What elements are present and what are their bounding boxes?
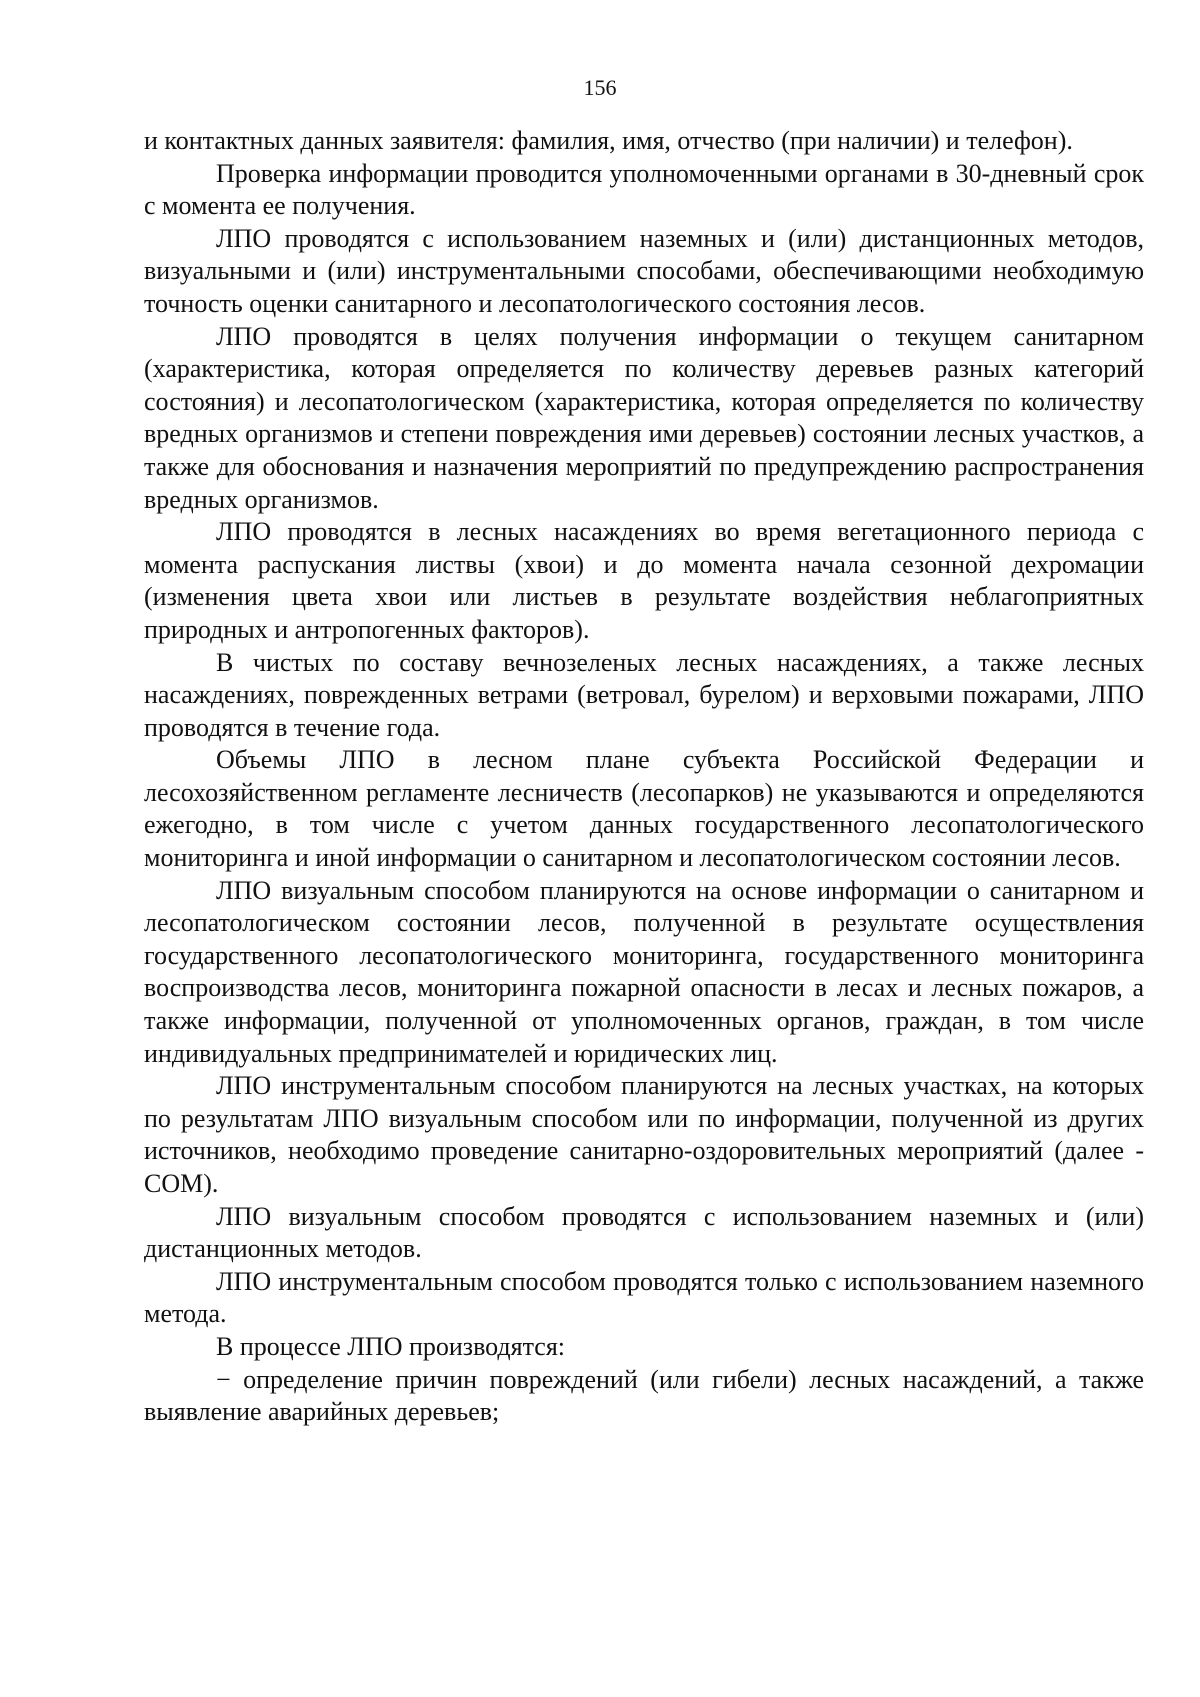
paragraph: ЛПО проводятся с использованием наземных и (или) дистанционных методов, визуальными и (или) инструментальными способами, обеспечивающими необходимую точность оценки санитарного и лесопатологического состояния лесов. [144,223,1144,318]
paragraph: ЛПО визуальным способом планируются на основе информации о санитарном и лесопатологическом состоянии лесов, полученной в результате осуществления государственного лесопатологического мониторинга, государственного мониторинга воспроизводства лесов, мониторинга пожарной опасности в лесах и лесных пожаров, а также информации, полученной от уполномоченных органов, граждан, в том числе индивидуальных предпринимателей и юридических лиц. [144,875,1144,1068]
paragraph: ЛПО инструментальным способом проводятся только с использованием наземного метода. [144,1266,1144,1329]
paragraph: ЛПО инструментальным способом планируются на лесных участках, на которых по результатам ЛПО визуальным способом или по информации, полученной из других источников, необходимо проведение санитарно-оздоровительных мероприятий (далее - СОМ). [144,1071,1144,1198]
paragraph: и контактных данных заявителя: фамилия, имя, отчество (при наличии) и телефон). [144,126,1073,155]
paragraph: ЛПО проводятся в лесных насаждениях во время вегетационного периода с момента распускания листвы (хвои) и до момента начала сезонной дехромации (изменения цвета хвои или листьев в результате воздействия неблагоприятных природных и антропогенных факторов). [144,517,1144,644]
paragraph: Проверка информации проводится уполномоченными органами в 30-дневный срок с момента ее получения. [144,158,1144,221]
paragraph: ЛПО визуальным способом проводятся с использованием наземных и (или) дистанционных методов. [144,1201,1144,1264]
paragraph: В процессе ЛПО производятся: [216,1331,566,1361]
paragraph: В чистых по составу вечнозеленых лесных насаждениях, а также лесных насаждениях, поврежденных ветрами (ветровал, бурелом) и верховыми пожарами, ЛПО проводятся в течение года. [144,647,1144,742]
paragraph: ЛПО проводятся в целях получения информации о текущем санитарном (характеристика, которая определяется по количеству деревьев разных категорий состояния) и лесопатологическом (характеристика, которая определяется по количеству вредных организмов и степени повреждения ими деревьев) состоянии лесных участков, а также для обоснования и назначения мероприятий по предупреждению распространения вредных организмов. [144,321,1144,514]
page-number: 156 [583,75,617,100]
document-body [144,125,1144,1429]
paragraph: Объемы ЛПО в лесном плане субъекта Российской Федерации и лесохозяйственном регламенте лесничеств (лесопарков) не указываются и определяются ежегодно, в том числе с учетом данных государственного лесопатологического мониторинга и иной информации о санитарном и лесопатологическом состоянии лесов. [144,745,1144,873]
list-item: − определение причин повреждений (или гибели) лесных насаждений, а также выявление аварийных деревьев; [144,1364,1144,1427]
